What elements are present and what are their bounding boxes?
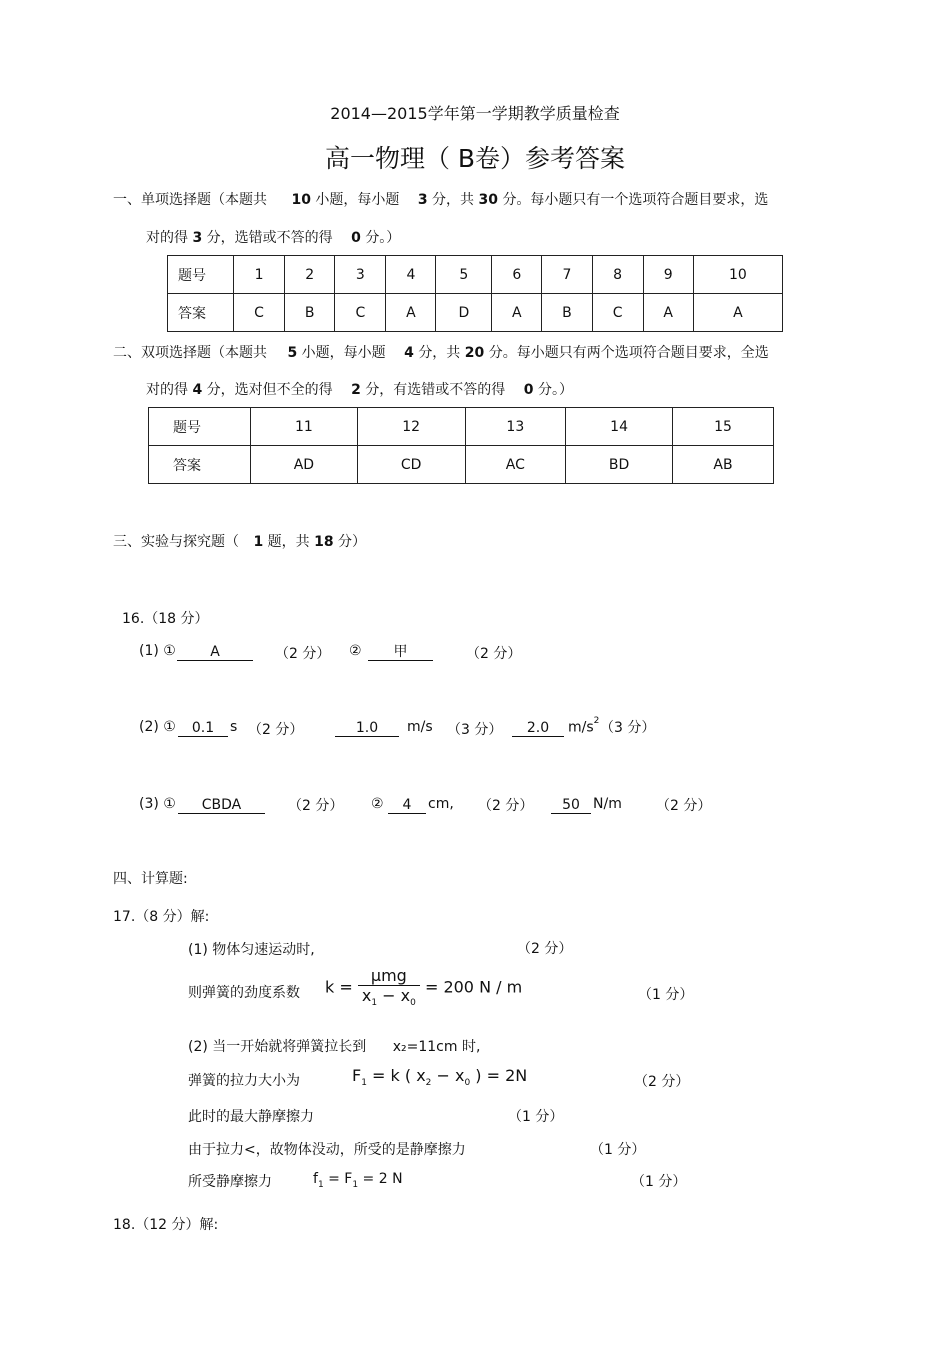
q16-part3-answer2: 4 [388,797,426,814]
table-row [168,256,783,294]
table-row [149,446,774,484]
exam-term-title: 2014—2015学年第一学期教学质量检查 [330,104,620,123]
table-cell: 13 [465,408,566,446]
unit-with-exponent [568,716,600,736]
subscript: 2 [425,1078,432,1089]
q16-part2-answer2: 1.0 [335,720,399,737]
q16-part1-answer1: A [177,644,253,661]
table-cell: C [592,294,643,332]
question-16-label: 16.（18 分） [122,611,209,627]
score: （2 分） [478,798,534,814]
table-cell: CD [357,446,465,484]
text: 分。每小题只有一个选项符合题目要求，选 [502,192,769,208]
page-title: 高一物理（ B卷）参考答案 [324,144,626,173]
text: 小题，每小题 [301,345,386,361]
text: 二、双项选择题（本题共 [113,345,267,361]
q16-part1-answer2: 甲 [368,644,433,661]
question-18-label: 18.（12 分）解: [113,1217,219,1233]
table-cell: 答案 [168,294,234,332]
table-cell: A [693,294,782,332]
static-friction-equation [313,1171,403,1190]
text: x [361,986,372,1005]
text: 对的得 [146,230,188,246]
table-cell: A [492,294,542,332]
double-choice-answer-table [148,407,774,484]
text: 分，共 [418,345,461,361]
text: − x [436,1066,465,1085]
table-cell: 1 [234,256,285,294]
table-cell: AD [251,446,358,484]
table-cell: B [285,294,335,332]
circled-number: ② [349,643,362,659]
score: （1 分） [638,987,694,1003]
table-cell: 3 [335,256,386,294]
mu-symbol: μ [370,966,382,985]
question-17-label: 17.（8 分）解: [113,909,210,925]
spring-force-equation [352,1066,527,1088]
text: 分，选错或不答的得 [206,230,333,246]
single-choice-answer-table [167,255,783,332]
text: = 2 N [362,1171,403,1187]
table-cell: 14 [566,408,673,446]
unit: cm, [428,796,454,812]
score: （2 分） [288,798,344,814]
number: 3 [192,230,203,246]
score: （2 分） [517,941,573,957]
number: 0 [351,230,361,246]
unit: N/m [593,796,622,812]
text: 三、实验与探究题（ [113,534,239,550]
table-cell: B [542,294,592,332]
section4-heading: 四、计算题: [113,871,188,887]
score: （2 分） [275,646,331,662]
text: 对的得 [146,382,188,398]
table-row [168,294,783,332]
subscript: 0 [410,998,416,1009]
equation-rhs: = 200 N / m [424,977,523,997]
section2-instructions-line2 [146,379,573,399]
unit: m/s [568,719,594,736]
table-cell: 4 [386,256,436,294]
q17-line4: 弹簧的拉力大小为 [188,1073,300,1089]
q17-line7: 所受静摩擦力 [188,1174,272,1190]
table-cell: A [643,294,693,332]
text: 小题，每小题 [315,192,400,208]
text: f [313,1171,318,1187]
table-cell: 12 [357,408,465,446]
q16-part2-answer1: 0.1 [178,720,228,737]
number: 2 [351,382,361,398]
section2-instructions-line1 [113,342,769,362]
text: x₂=11cm 时, [392,1039,481,1055]
table-cell: C [234,294,285,332]
table-cell: 8 [592,256,643,294]
score: （2 分） [466,646,522,662]
section1-instructions-line2 [146,227,400,247]
score: （1 分） [590,1142,646,1158]
q17-line5: 此时的最大静摩擦力 [188,1109,314,1125]
table-cell: AB [673,446,774,484]
text: (2) 当一开始就将弹簧拉长到 [188,1039,367,1055]
text: 一、单项选择题（本题共 [113,192,267,208]
table-cell: AC [465,446,566,484]
score: （1 分） [631,1174,687,1190]
subscript: 1 [352,1179,359,1190]
table-cell: 7 [542,256,592,294]
denominator [358,986,420,1008]
spring-constant-equation [325,966,522,1008]
text: − x [382,986,411,1005]
text: 分） [338,534,367,550]
subscript: 1 [317,1179,324,1190]
table-cell: 5 [436,256,492,294]
text: F [352,1066,362,1085]
text: 分。） [537,382,573,398]
text: = k ( x [372,1066,426,1085]
equation-lhs: k = [325,977,353,997]
number: 0 [523,382,534,398]
number: 3 [417,192,428,208]
score: （2 分） [248,722,304,738]
table-cell: 题号 [168,256,234,294]
table-cell: 9 [643,256,693,294]
circled-number: ② [371,796,384,812]
table-cell: 题号 [149,408,251,446]
q16-part3-answer1: CBDA [178,797,265,814]
unit: s [230,719,238,735]
text: 题，共 [267,534,310,550]
table-cell: 11 [251,408,358,446]
score: （1 分） [508,1109,564,1125]
q16-part3-answer3: 50 [551,797,591,814]
number: 20 [464,345,485,361]
table-cell: 6 [492,256,542,294]
score: （2 分） [634,1074,690,1090]
q17-line2: 则弹簧的劲度系数 [188,985,300,1001]
exponent: 2 [593,716,600,726]
q16-part3-prefix: (3) ① [139,796,176,812]
number: 30 [478,192,498,208]
numerator [358,966,420,986]
table-cell: 答案 [149,446,251,484]
score: （3 分） [600,720,656,736]
subscript: 1 [361,1078,367,1089]
fraction [358,966,420,1008]
subscript: 0 [464,1078,471,1089]
text: 分。每小题只有两个选项符合题目要求，全选 [488,345,769,361]
number: 18 [314,534,334,550]
number: 4 [192,382,203,398]
table-cell: 2 [285,256,335,294]
table-cell: C [335,294,386,332]
q16-part1-prefix: (1) ① [139,643,176,659]
section1-instructions-line1 [113,189,768,209]
text: ) = 2N [475,1066,528,1085]
unit: m/s [407,719,433,735]
number: 5 [287,345,298,361]
text: 分，有选错或不答的得 [365,382,506,398]
table-cell: BD [566,446,673,484]
q16-part2-prefix: (2) ① [139,719,176,735]
number: 10 [291,192,311,208]
q16-part2-answer3: 2.0 [512,720,564,737]
text: mg [381,966,407,985]
q17-line6: 由于拉力<，故物体没动，所受的是静摩擦力 [188,1142,466,1158]
table-cell: 10 [693,256,782,294]
number: 4 [404,345,414,361]
number: 1 [253,534,264,550]
text: 分，共 [432,192,475,208]
score: （3 分） [447,722,503,738]
q17-line1: (1) 物体匀速运动时, [188,942,315,958]
text: 分，选对但不全的得 [206,382,333,398]
table-cell: 15 [673,408,774,446]
table-cell: D [436,294,492,332]
text: = F [328,1171,353,1187]
text: 分。） [365,230,401,246]
score: （2 分） [656,798,712,814]
subscript: 1 [371,998,378,1009]
table-row [149,408,774,446]
section3-heading [113,531,366,551]
table-cell: A [386,294,436,332]
q17-line3 [188,1036,480,1056]
